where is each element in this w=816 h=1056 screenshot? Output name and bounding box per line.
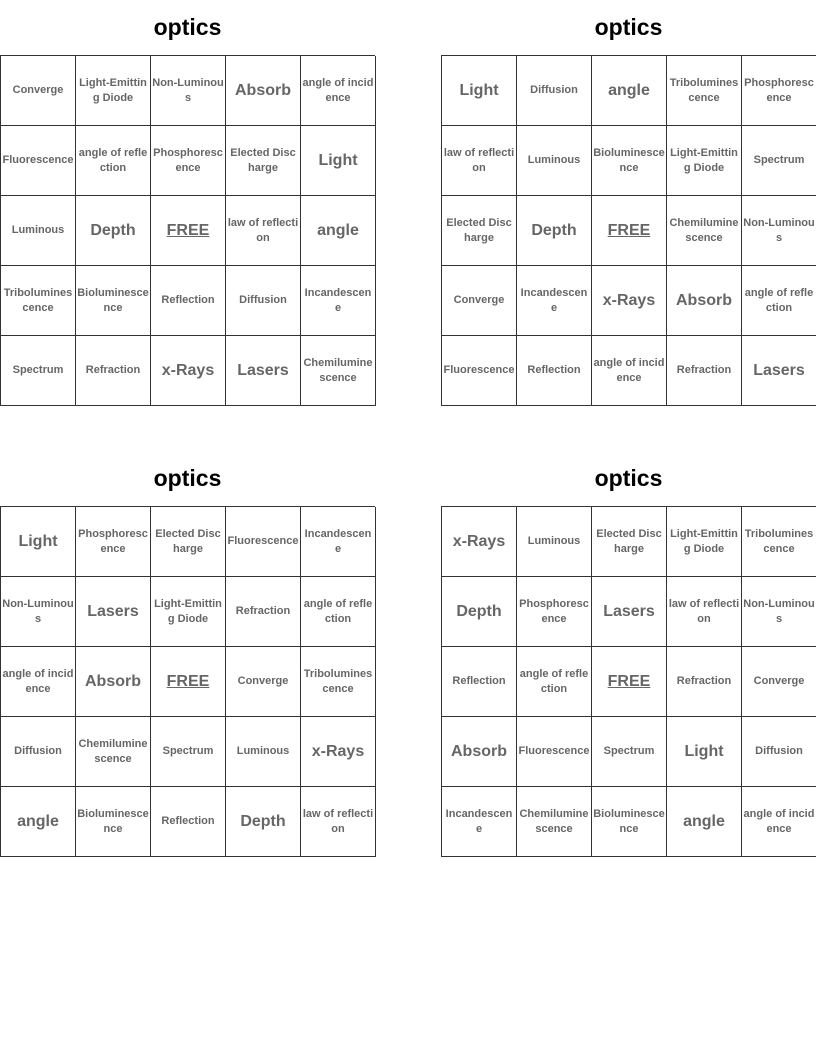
grid-cell: angle of incidence (1, 647, 76, 717)
grid-cell: Absorb (667, 266, 742, 336)
grid-cell: law of reflection (442, 126, 517, 196)
grid-cell: Lasers (592, 577, 667, 647)
grid-cell: Spectrum (1, 336, 76, 406)
grid-cell: Non-Luminous (742, 196, 816, 266)
grid-cell: Light-Emitting Diode (667, 126, 742, 196)
grid-cell: angle of reflection (742, 266, 816, 336)
grid-cell: Spectrum (592, 717, 667, 787)
grid-cell: law of reflection (301, 787, 376, 857)
grid-cell: x-Rays (301, 717, 376, 787)
grid-cell: Light-Emitting Diode (151, 577, 226, 647)
grid-cell: Absorb (226, 56, 301, 126)
grid-cell: Spectrum (742, 126, 816, 196)
grid-cell: Luminous (226, 717, 301, 787)
bingo-grid (441, 506, 816, 857)
grid-cell: Chemiluminescence (667, 196, 742, 266)
grid-cell: Light-Emitting Diode (667, 507, 742, 577)
grid-cell: Elected Discharge (151, 507, 226, 577)
grid-cell: x-Rays (151, 336, 226, 406)
grid-cell: angle of incidence (301, 56, 376, 126)
free-space: FREE (592, 196, 667, 266)
grid-cell: Reflection (151, 266, 226, 336)
grid-cell: Phosphorescence (517, 577, 592, 647)
grid-cell: Diffusion (226, 266, 301, 336)
grid-cell: Diffusion (1, 717, 76, 787)
grid-cell: Converge (226, 647, 301, 717)
bingo-card-4 (441, 451, 816, 857)
grid-cell: Elected Discharge (592, 507, 667, 577)
grid-cell: Chemiluminescence (76, 717, 151, 787)
grid-cell: Phosphorescence (151, 126, 226, 196)
grid-cell: Elected Discharge (226, 126, 301, 196)
grid-cell: Triboluminescence (1, 266, 76, 336)
grid-cell: Phosphorescence (76, 507, 151, 577)
grid-cell: Fluorescence (226, 507, 301, 577)
grid-cell: Luminous (1, 196, 76, 266)
grid-cell: Incandescene (442, 787, 517, 857)
grid-cell: Light (1, 507, 76, 577)
grid-cell: angle (1, 787, 76, 857)
grid-cell: Depth (226, 787, 301, 857)
card-title: optics (153, 14, 222, 40)
grid-cell: Incandescene (301, 507, 376, 577)
grid-cell: angle of reflection (517, 647, 592, 717)
bingo-grid (0, 55, 375, 406)
grid-cell: Triboluminescence (301, 647, 376, 717)
grid-cell: Refraction (667, 647, 742, 717)
grid-cell: Converge (442, 266, 517, 336)
grid-cell: Phosphorescence (742, 56, 816, 126)
grid-cell: Fluorescence (442, 336, 517, 406)
grid-cell: Chemiluminescence (301, 336, 376, 406)
grid-cell: angle of reflection (301, 577, 376, 647)
grid-cell: law of reflection (226, 196, 301, 266)
bingo-card-1 (0, 0, 375, 406)
free-space: FREE (151, 647, 226, 717)
grid-cell: Absorb (442, 717, 517, 787)
grid-cell: Triboluminescence (667, 56, 742, 126)
grid-cell: Non-Luminous (151, 56, 226, 126)
grid-cell: angle of incidence (592, 336, 667, 406)
grid-cell: Refraction (667, 336, 742, 406)
grid-cell: Refraction (226, 577, 301, 647)
grid-cell: Depth (442, 577, 517, 647)
bingo-card-3 (0, 451, 375, 857)
grid-cell: law of reflection (667, 577, 742, 647)
grid-cell: Light-Emitting Diode (76, 56, 151, 126)
bingo-grid (441, 55, 816, 406)
grid-cell: Depth (76, 196, 151, 266)
grid-cell: angle (301, 196, 376, 266)
grid-cell: Reflection (517, 336, 592, 406)
grid-cell: Bioluminescence (592, 787, 667, 857)
grid-cell: Spectrum (151, 717, 226, 787)
grid-cell: Reflection (442, 647, 517, 717)
bingo-grid (0, 506, 375, 857)
grid-cell: Converge (1, 56, 76, 126)
grid-cell: Light (442, 56, 517, 126)
grid-cell: Bioluminescence (76, 787, 151, 857)
grid-cell: Bioluminescence (76, 266, 151, 336)
card-title: optics (594, 14, 663, 40)
grid-cell: Bioluminescence (592, 126, 667, 196)
grid-cell: Light (301, 126, 376, 196)
grid-cell: angle of incidence (742, 787, 816, 857)
grid-cell: Converge (742, 647, 816, 717)
grid-cell: angle (667, 787, 742, 857)
grid-cell: Non-Luminous (1, 577, 76, 647)
grid-cell: Diffusion (517, 56, 592, 126)
grid-cell: x-Rays (592, 266, 667, 336)
grid-cell: Luminous (517, 126, 592, 196)
free-space: FREE (592, 647, 667, 717)
grid-cell: x-Rays (442, 507, 517, 577)
bingo-card-2 (441, 0, 816, 406)
grid-cell: Fluorescence (517, 717, 592, 787)
grid-cell: Lasers (226, 336, 301, 406)
grid-cell: Lasers (742, 336, 816, 406)
grid-cell: Depth (517, 196, 592, 266)
grid-cell: Diffusion (742, 717, 816, 787)
card-title: optics (594, 465, 663, 491)
grid-cell: Elected Discharge (442, 196, 517, 266)
card-title: optics (153, 465, 222, 491)
grid-cell: Luminous (517, 507, 592, 577)
grid-cell: Light (667, 717, 742, 787)
grid-cell: Absorb (76, 647, 151, 717)
grid-cell: Lasers (76, 577, 151, 647)
grid-cell: angle (592, 56, 667, 126)
grid-cell: Non-Luminous (742, 577, 816, 647)
free-space: FREE (151, 196, 226, 266)
grid-cell: angle of reflection (76, 126, 151, 196)
grid-cell: Incandescene (301, 266, 376, 336)
grid-cell: Fluorescence (1, 126, 76, 196)
grid-cell: Reflection (151, 787, 226, 857)
grid-cell: Refraction (76, 336, 151, 406)
grid-cell: Incandescene (517, 266, 592, 336)
grid-cell: Chemiluminescence (517, 787, 592, 857)
grid-cell: Triboluminescence (742, 507, 816, 577)
